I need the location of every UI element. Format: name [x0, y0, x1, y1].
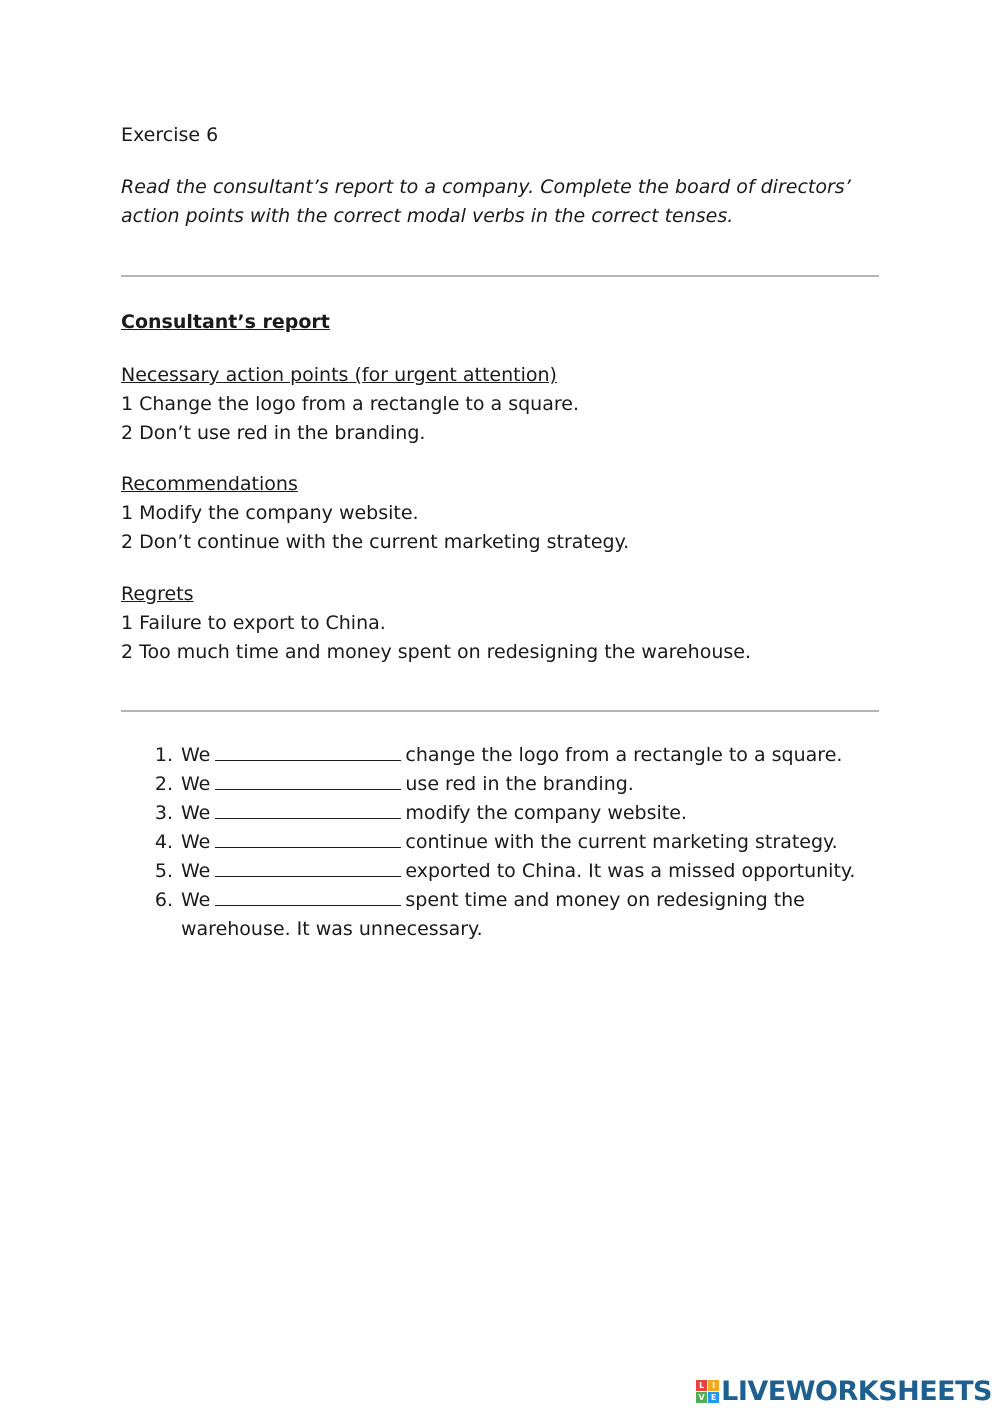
report-item: 2 Too much time and money spent on redesigning the warehouse. — [121, 641, 752, 663]
logo-letter: I — [708, 1380, 719, 1391]
question-text: exported to China. It was a missed opportunity. — [405, 860, 856, 882]
question-lead: We — [181, 889, 211, 911]
liveworksheets-logo[interactable] — [696, 1376, 992, 1407]
answer-blank-2[interactable] — [215, 771, 401, 790]
report-item: 1 Change the logo from a rectangle to a square. — [121, 393, 579, 415]
question-text: change the logo from a rectangle to a square. — [405, 744, 843, 766]
logo-letter: E — [708, 1392, 719, 1403]
question-text: continue with the current marketing strategy. — [405, 831, 838, 853]
answer-blank-4[interactable] — [215, 829, 401, 848]
question-lead: We — [181, 773, 211, 795]
question-number: 5. — [154, 860, 173, 882]
section-heading: Recommendations — [121, 473, 298, 495]
report-heading: Consultant’s report — [121, 311, 330, 333]
section-heading: Regrets — [121, 583, 194, 605]
question-text: use red in the branding. — [405, 773, 634, 795]
question-item — [121, 741, 881, 770]
logo-icon — [696, 1380, 719, 1403]
question-list — [121, 741, 881, 944]
section-regrets — [121, 580, 881, 667]
question-item — [121, 799, 881, 828]
question-lead: We — [181, 860, 211, 882]
answer-blank-5[interactable] — [215, 858, 401, 877]
question-lead: We — [181, 831, 211, 853]
logo-letter: L — [696, 1380, 707, 1391]
divider-bottom — [121, 710, 879, 712]
section-recommendations — [121, 470, 881, 557]
question-item — [121, 770, 881, 799]
question-text: modify the company website. — [405, 802, 687, 824]
question-number: 6. — [154, 889, 173, 911]
logo-text: LIVEWORKSHEETS — [721, 1376, 992, 1407]
question-item — [121, 857, 881, 886]
report-item: 2 Don’t use red in the branding. — [121, 422, 426, 444]
exercise-title: Exercise 6 — [121, 124, 219, 146]
answer-blank-1[interactable] — [215, 742, 401, 761]
divider-top — [121, 275, 879, 277]
report-item: 2 Don’t continue with the current marketing strategy. — [121, 531, 630, 553]
question-item — [121, 828, 881, 857]
section-necessary-actions — [121, 361, 881, 448]
instructions: Read the consultant’s report to a company. Complete the board of directors’ action points with the correct modal verbs in the correct tenses. — [121, 176, 851, 227]
question-item — [121, 886, 881, 944]
section-heading: Necessary action points (for urgent attention) — [121, 364, 557, 386]
question-lead: We — [181, 744, 211, 766]
report-item: 1 Modify the company website. — [121, 502, 419, 524]
question-text: spent time and money on redesigning the warehouse. It was unnecessary. — [181, 889, 805, 940]
answer-blank-3[interactable] — [215, 800, 401, 819]
report-item: 1 Failure to export to China. — [121, 612, 386, 634]
question-number: 1. — [154, 744, 173, 766]
logo-letter: V — [696, 1392, 707, 1403]
answer-blank-6[interactable] — [215, 887, 401, 906]
question-number: 4. — [154, 831, 173, 853]
question-number: 3. — [154, 802, 173, 824]
question-number: 2. — [154, 773, 173, 795]
question-lead: We — [181, 802, 211, 824]
